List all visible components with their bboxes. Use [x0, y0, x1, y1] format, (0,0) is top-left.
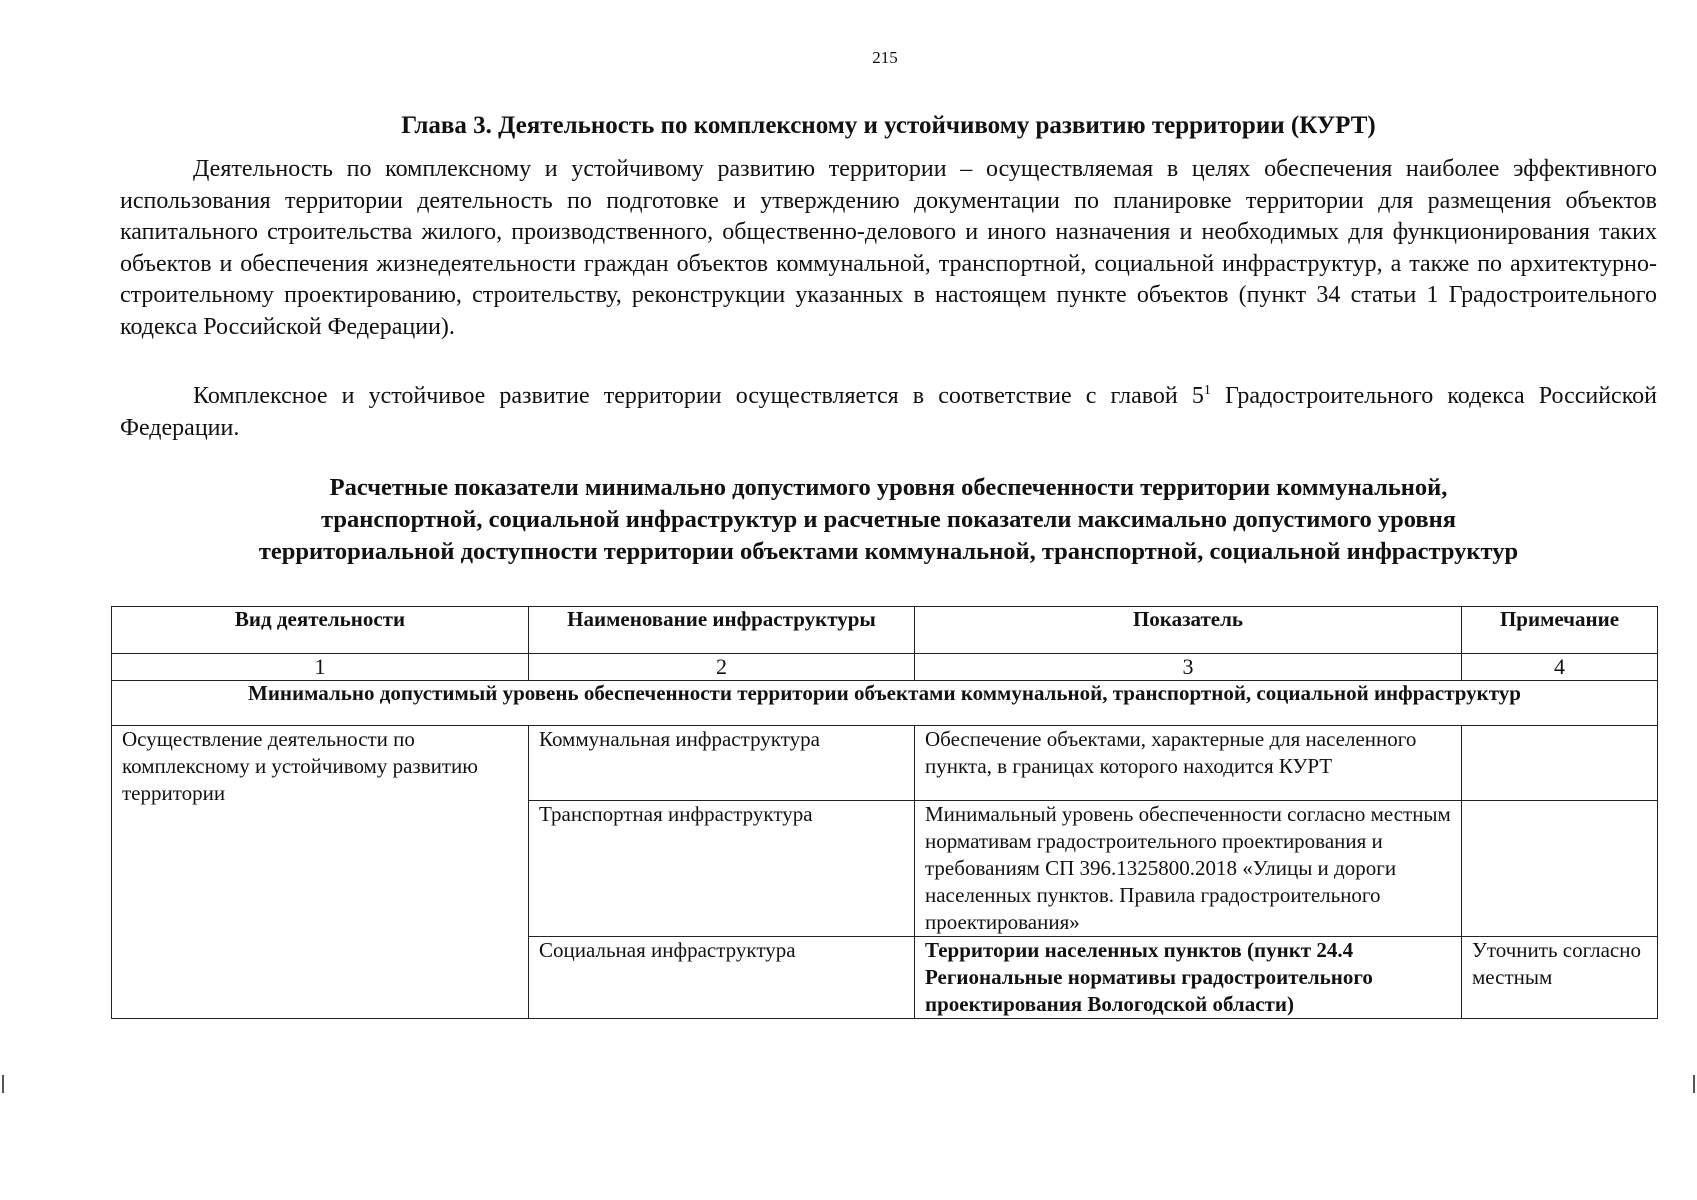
indicator-cell: Территории населенных пунктов (пункт 24.4 Региональные нормативы градостроительного проектирования Вологодской области): [915, 937, 1462, 1019]
page-number: 215: [872, 48, 898, 67]
infrastructure-cell: Социальная инфраструктура: [529, 937, 915, 1019]
infrastructure-cell: Транспортная инфраструктура: [529, 801, 915, 937]
note-cell: [1462, 801, 1658, 937]
header-activity: Вид деятельности: [112, 607, 529, 654]
table-row: [112, 726, 1658, 801]
chapter-title: Глава 3. Деятельность по комплексному и устойчивому развитию территории (КУРТ): [401, 112, 1376, 139]
section-title: Минимально допустимый уровень обеспеченности территории объектами коммунальной, транспортной, социальной инфраструктур: [112, 681, 1658, 726]
note-cell: Уточнить согласно местным: [1462, 937, 1658, 1019]
scan-edge-mark: [1693, 1075, 1695, 1093]
table-header-row: [112, 607, 1658, 654]
column-number: 1: [112, 654, 529, 681]
chapter-superscript: 1: [1203, 383, 1211, 398]
section-row: [112, 681, 1658, 726]
indicators-table: [111, 606, 1658, 1019]
column-number: 4: [1462, 654, 1658, 681]
header-note: Примечание: [1462, 607, 1658, 654]
column-number: 3: [915, 654, 1462, 681]
column-number-row: [112, 654, 1658, 681]
table-title-line: Расчетные показатели минимально допустимого уровня обеспеченности территории коммунальной,: [329, 474, 1448, 501]
scan-edge-mark: [2, 1075, 4, 1093]
paragraph-reference-tail: Градостроительного кодекса Российской Федерации.: [120, 383, 1657, 441]
table-title-line: транспортной, социальной инфраструктур и расчетные показатели максимально допустимого уровня: [321, 506, 1456, 533]
header-indicator: Показатель: [915, 607, 1462, 654]
header-infrastructure: Наименование инфраструктуры: [529, 607, 915, 654]
paragraph-reference: [120, 381, 1657, 444]
table-title: [120, 472, 1657, 568]
activity-cell: Осуществление деятельности по комплексному и устойчивому развитию территории: [112, 726, 529, 1019]
column-number: 2: [529, 654, 915, 681]
indicator-cell: Обеспечение объектами, характерные для населенного пункта, в границах которого находится КУРТ: [915, 726, 1462, 801]
paragraph-definition: Деятельность по комплексному и устойчивому развитию территории – осуществляемая в целях обеспечения наиболее эффективного использования территории деятельность по подготовке и утверждению документации по планировке территории для размещения объектов капитального строительства жилого, производственного, общественно-делового и иного назначения и необходимых для функционирования таких объектов и обеспечения жизнедеятельности граждан объектов коммунальной, транспортной, социальной инфраструктур, а также по архитектурно-строительному проектированию, строительству, реконструкции указанных в настоящем пункте объектов (пункт 34 статьи 1 Градостроительного кодекса Российской Федерации).: [120, 156, 1657, 340]
indicator-cell: Минимальный уровень обеспеченности согласно местным нормативам градостроительного проектирования и требованиям СП 396.1325800.2018 «Улицы и дороги населенных пунктов. Правила градостроительного проектирования»: [915, 801, 1462, 937]
infrastructure-cell: Коммунальная инфраструктура: [529, 726, 915, 801]
table-title-line: территориальной доступности территории объектами коммунальной, транспортной, социальной инфраструктур: [258, 538, 1519, 565]
paragraph-reference-text: Комплексное и устойчивое развитие территории осуществляется в соответствие с главой 5: [193, 383, 1204, 409]
note-cell: [1462, 726, 1658, 801]
